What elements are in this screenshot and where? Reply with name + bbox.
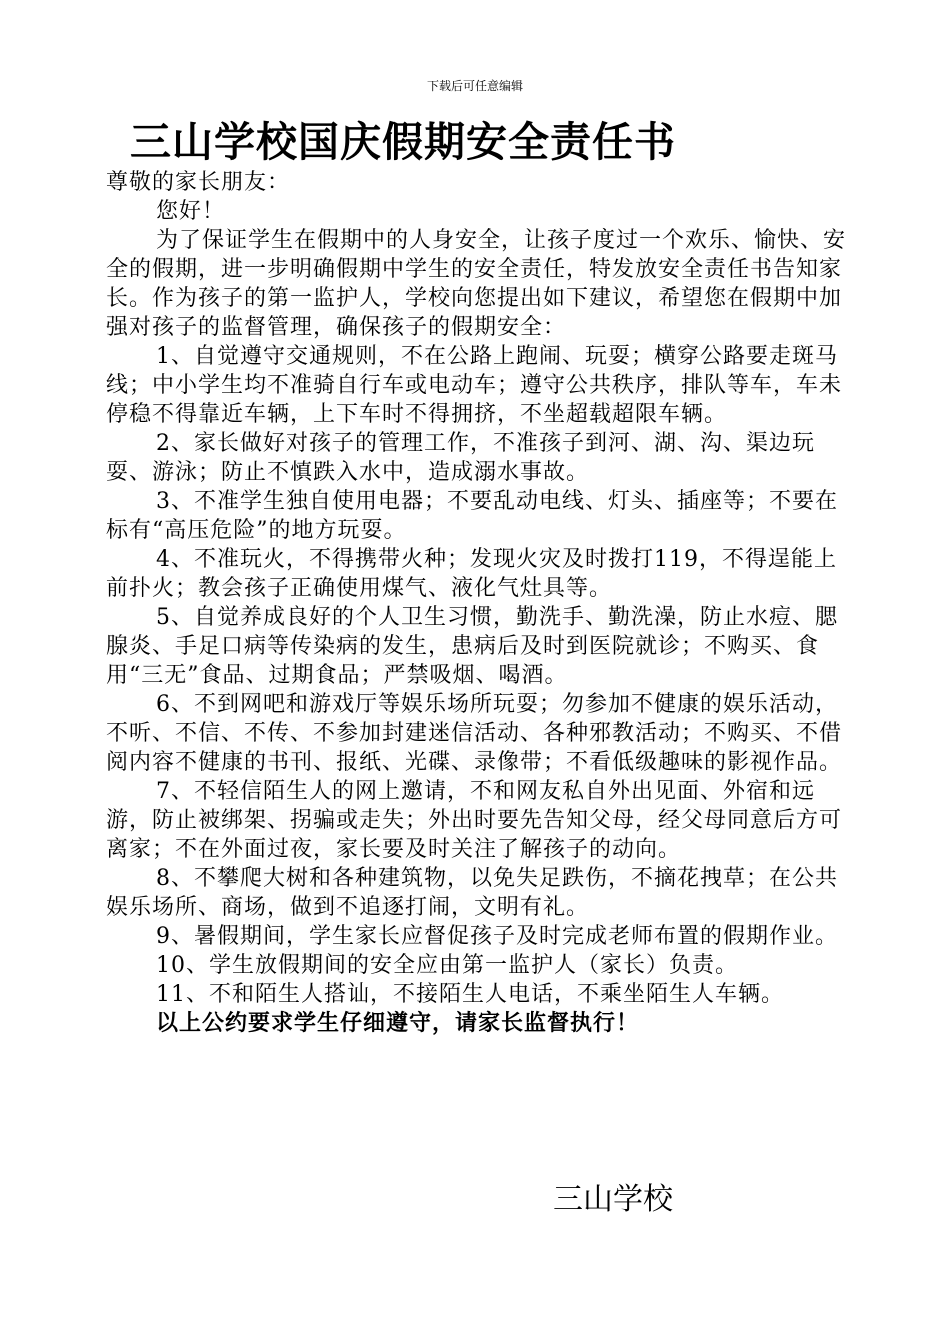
rule-item-10: 10、学生放假期间的安全应由第一监护人（家长）负责。	[156, 953, 738, 978]
rule-item-3: 3、不准学生独自使用电器；不要乱动电线、灯头、插座等；不要在标有“高压危险”的地方玩耍。	[106, 489, 838, 543]
document-title: 三山学校国庆假期安全责任书	[130, 118, 676, 166]
rule-item-5: 5、自觉养成良好的个人卫生习惯，勤洗手、勤洗澡，防止水痘、腮腺炎、手足口病等传染病的发生，患病后及时到医院就诊；不购买、食用“三无”食品、过期食品；严禁吸烟、喝酒。	[106, 605, 838, 688]
rule-item-4: 4、不准玩火，不得携带火种；发现火灾及时拨打119，不得逞能上前扑火；教会孩子正确使用煤气、液化气灶具等。	[106, 547, 837, 601]
intro-paragraph: 为了保证学生在假期中的人身安全，让孩子度过一个欢乐、愉快、安全的假期，进一步明确假期中学生的安全责任，特发放安全责任书告知家长。作为孩子的第一监护人，学校向您提出如下建议，希望您在假期中加强对孩子的监督管理，确保孩子的假期安全：	[106, 228, 847, 340]
closing-statement: 以上公约要求学生仔细遵守，请家长监督执行！	[156, 1010, 640, 1036]
signature: 三山学校	[553, 1182, 673, 1217]
rule-item-1: 1、自觉遵守交通规则，不在公路上跑闹、玩耍；横穿公路要走斑马线；中小学生均不准骑自行车或电动车；遵守公共秩序，排队等车，车未停稳不得靠近车辆，上下车时不得拥挤，不坐超载超限车辆。	[106, 344, 843, 427]
header-note: 下载后可任意编辑	[426, 79, 523, 93]
rule-item-7: 7、不轻信陌生人的网上邀请，不和网友私自外出见面、外宿和远游，防止被绑架、拐骗或走失；外出时要先告知父母，经父母同意后方可离家；不在外面过夜，家长要及时关注了解孩子的动向。	[106, 779, 843, 862]
rule-item-2: 2、家长做好对孩子的管理工作，不准孩子到河、湖、沟、渠边玩耍、游泳；防止不慎跌入水中，造成溺水事故。	[106, 431, 815, 485]
rule-item-9: 9、暑假期间，学生家长应督促孩子及时完成老师布置的假期作业。	[156, 924, 838, 949]
document-body	[106, 168, 856, 1038]
greeting: 您好！	[156, 199, 226, 224]
rule-item-6: 6、不到网吧和游戏厅等娱乐场所玩耍；勿参加不健康的娱乐活动，不听、不信、不传、不参加封建迷信活动、各种邪教活动；不购买、不借阅内容不健康的书刊、报纸、光碟、录像带；不看低级趣味的影视作品。	[106, 692, 843, 775]
salutation: 尊敬的家长朋友：	[106, 170, 291, 195]
rule-item-8: 8、不攀爬大树和各种建筑物，以免失足跌伤，不摘花拽草；在公共娱乐场所、商场，做到不追逐打闹，文明有礼。	[106, 866, 838, 920]
rule-item-11: 11、不和陌生人搭讪，不接陌生人电话，不乘坐陌生人车辆。	[156, 982, 784, 1007]
